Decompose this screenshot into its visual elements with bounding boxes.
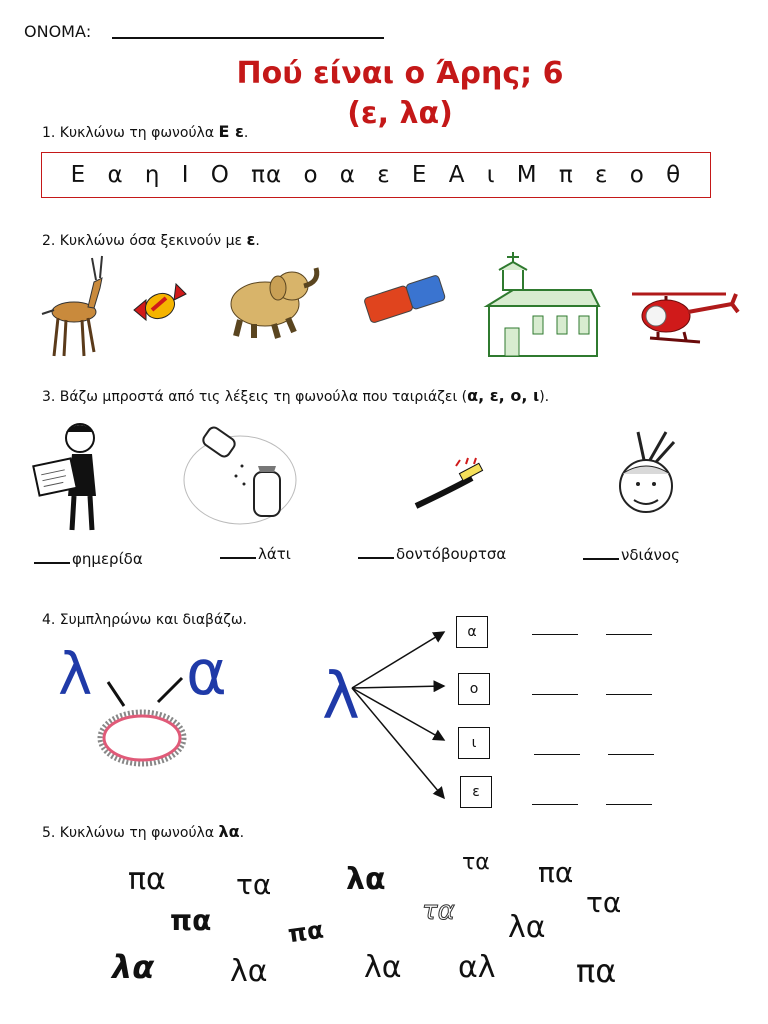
task3-instruction <box>42 386 549 405</box>
newspaper-man-picture[interactable] <box>32 420 112 532</box>
letter[interactable]: Ο <box>210 162 230 188</box>
letter[interactable]: Ι <box>181 162 190 188</box>
word-label: δοντόβουρτσα <box>396 545 507 563</box>
syllable[interactable]: πα <box>538 856 574 889</box>
blank-line[interactable] <box>220 557 256 559</box>
task1-bold: Ε ε <box>218 122 244 141</box>
big-consonant-center: λ <box>322 660 360 734</box>
vowel-box-i: ι <box>458 727 490 759</box>
task5-instruction <box>42 822 244 841</box>
name-input-line[interactable] <box>112 37 384 39</box>
eraser-picture[interactable] <box>360 272 450 328</box>
word-label: νδιάνος <box>621 546 680 564</box>
syllable[interactable]: τα <box>586 886 622 919</box>
letter[interactable]: πα <box>251 162 283 188</box>
letter[interactable]: π <box>558 162 574 188</box>
task4-instruction: 4. Συμπληρώνω και διαβάζω. <box>42 612 248 628</box>
syllable[interactable]: πα <box>576 952 617 990</box>
vowel-box-e: ε <box>460 776 492 808</box>
letter[interactable]: η <box>144 162 161 188</box>
blank-word-4 <box>583 546 680 564</box>
letter[interactable]: ο <box>629 162 645 188</box>
blank-line[interactable] <box>358 557 394 559</box>
worksheet-subtitle: (ε, λα) <box>347 96 453 131</box>
letter[interactable]: ο <box>303 162 319 188</box>
task5-bold: λα <box>218 822 240 841</box>
task5-end: . <box>239 825 245 841</box>
syllable[interactable]: λα <box>364 950 402 985</box>
blank-line[interactable] <box>34 562 70 564</box>
answer-line[interactable] <box>532 694 578 695</box>
task2-text: 2. Κυκλώνω όσα ξεκινούν με <box>42 233 243 249</box>
letter[interactable]: θ <box>666 162 682 188</box>
word-label: λάτι <box>258 545 291 563</box>
letter[interactable]: ε <box>377 162 391 188</box>
answer-line[interactable] <box>606 804 652 805</box>
blank-word-3 <box>358 545 506 563</box>
task1-text: 1. Κυκλώνω τη φωνούλα <box>42 125 215 141</box>
answer-line[interactable] <box>606 694 652 695</box>
task1-instruction <box>42 122 248 141</box>
big-vowel-left: α <box>186 636 227 709</box>
blank-line[interactable] <box>583 558 619 560</box>
answer-line[interactable] <box>532 634 578 635</box>
blank-word-1 <box>34 550 143 568</box>
blank-word-2 <box>220 545 291 563</box>
syllable[interactable]: τα <box>462 850 490 875</box>
task2-bold: ε <box>246 230 256 249</box>
task3-text: 3. Βάζω μπροστά από τις λέξεις τη φωνούλα που ταιριάζει ( <box>42 389 468 405</box>
letter[interactable]: Ε <box>70 162 87 188</box>
letter[interactable]: Α <box>448 162 466 188</box>
answer-line[interactable] <box>606 634 652 635</box>
task2-end: . <box>255 233 260 249</box>
syllable[interactable]: λα <box>112 948 155 986</box>
syllable[interactable]: λα <box>508 910 546 945</box>
worksheet-title: Πού είναι ο Άρης; 6 <box>236 56 564 91</box>
big-consonant-left: λ <box>58 640 93 708</box>
toothbrush-picture[interactable] <box>410 460 490 512</box>
letter[interactable]: ι <box>486 162 496 188</box>
letter[interactable]: α <box>339 162 356 188</box>
letter[interactable]: Μ <box>516 162 538 188</box>
task2-instruction <box>42 230 260 249</box>
vowel-box-a: α <box>456 616 488 648</box>
syllable[interactable]: λα <box>346 862 386 897</box>
name-label: ΟΝΟΜΑ: <box>24 22 92 41</box>
letter[interactable]: Ε <box>411 162 428 188</box>
task5-text: 5. Κυκλώνω τη φωνούλα <box>42 825 215 841</box>
task1-end: . <box>243 125 249 141</box>
syllable[interactable]: λα <box>230 954 268 989</box>
vowel-box-o: ο <box>458 673 490 705</box>
word-label: φημερίδα <box>72 550 143 568</box>
ring-connector <box>96 672 192 768</box>
task3-end: ). <box>539 389 550 405</box>
elephant-picture[interactable] <box>220 262 325 342</box>
letter[interactable]: ε <box>595 162 609 188</box>
church-picture[interactable] <box>483 250 603 360</box>
helicopter-picture[interactable] <box>622 282 750 352</box>
syllable[interactable]: τα <box>236 868 272 901</box>
syllable[interactable]: πα <box>128 862 166 897</box>
letter[interactable]: α <box>107 162 124 188</box>
arrows <box>350 626 450 806</box>
task3-bold: α, ε, ο, ι <box>467 386 540 405</box>
answer-line[interactable] <box>534 754 580 755</box>
syllable[interactable]: τα <box>422 896 455 926</box>
candy-picture[interactable] <box>130 280 190 325</box>
syllable[interactable]: πα <box>170 904 212 937</box>
salt-shaker-picture[interactable] <box>182 418 300 526</box>
answer-line[interactable] <box>532 804 578 805</box>
syllable[interactable]: αλ <box>458 950 496 985</box>
answer-line[interactable] <box>608 754 654 755</box>
gazelle-picture[interactable] <box>36 252 106 362</box>
letter-row-box <box>41 152 711 198</box>
native-american-picture[interactable] <box>604 428 684 526</box>
syllable[interactable]: πα <box>286 915 326 949</box>
